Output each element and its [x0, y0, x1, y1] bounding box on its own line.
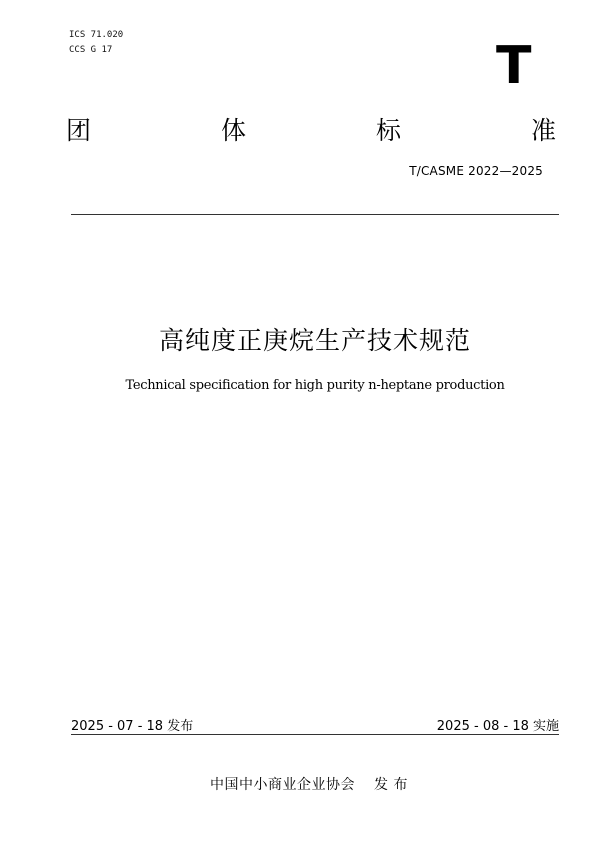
standard-type-char: 标 — [375, 116, 401, 145]
implementation-date: 2025 - 08 - 18 实施 — [436, 719, 559, 734]
standard-type-char: 准 — [530, 116, 556, 145]
standard-type-char: 团 — [66, 116, 92, 145]
title-english: Technical specification for high purity n-heptane production — [125, 378, 505, 393]
issue-date: 2025 - 07 - 18 发布 — [71, 719, 194, 734]
standard-number: T/CASME 2022—2025 — [409, 164, 543, 178]
ics-code: ICS 71.020 — [69, 30, 124, 40]
publisher-name: 中国中小商业企业协会 — [210, 777, 356, 793]
standard-type-char: 体 — [220, 116, 246, 145]
classification-codes — [69, 28, 123, 58]
publisher-line — [0, 774, 600, 794]
standard-type-heading — [66, 116, 556, 146]
top-divider — [71, 214, 559, 215]
ccs-code: CCS G 17 — [69, 45, 113, 55]
publisher-action: 发 布 — [374, 777, 408, 793]
bottom-divider — [71, 734, 559, 735]
title-chinese: 高纯度正庚烷生产技术规范 — [158, 326, 471, 355]
standard-category-letter: T — [496, 36, 532, 96]
